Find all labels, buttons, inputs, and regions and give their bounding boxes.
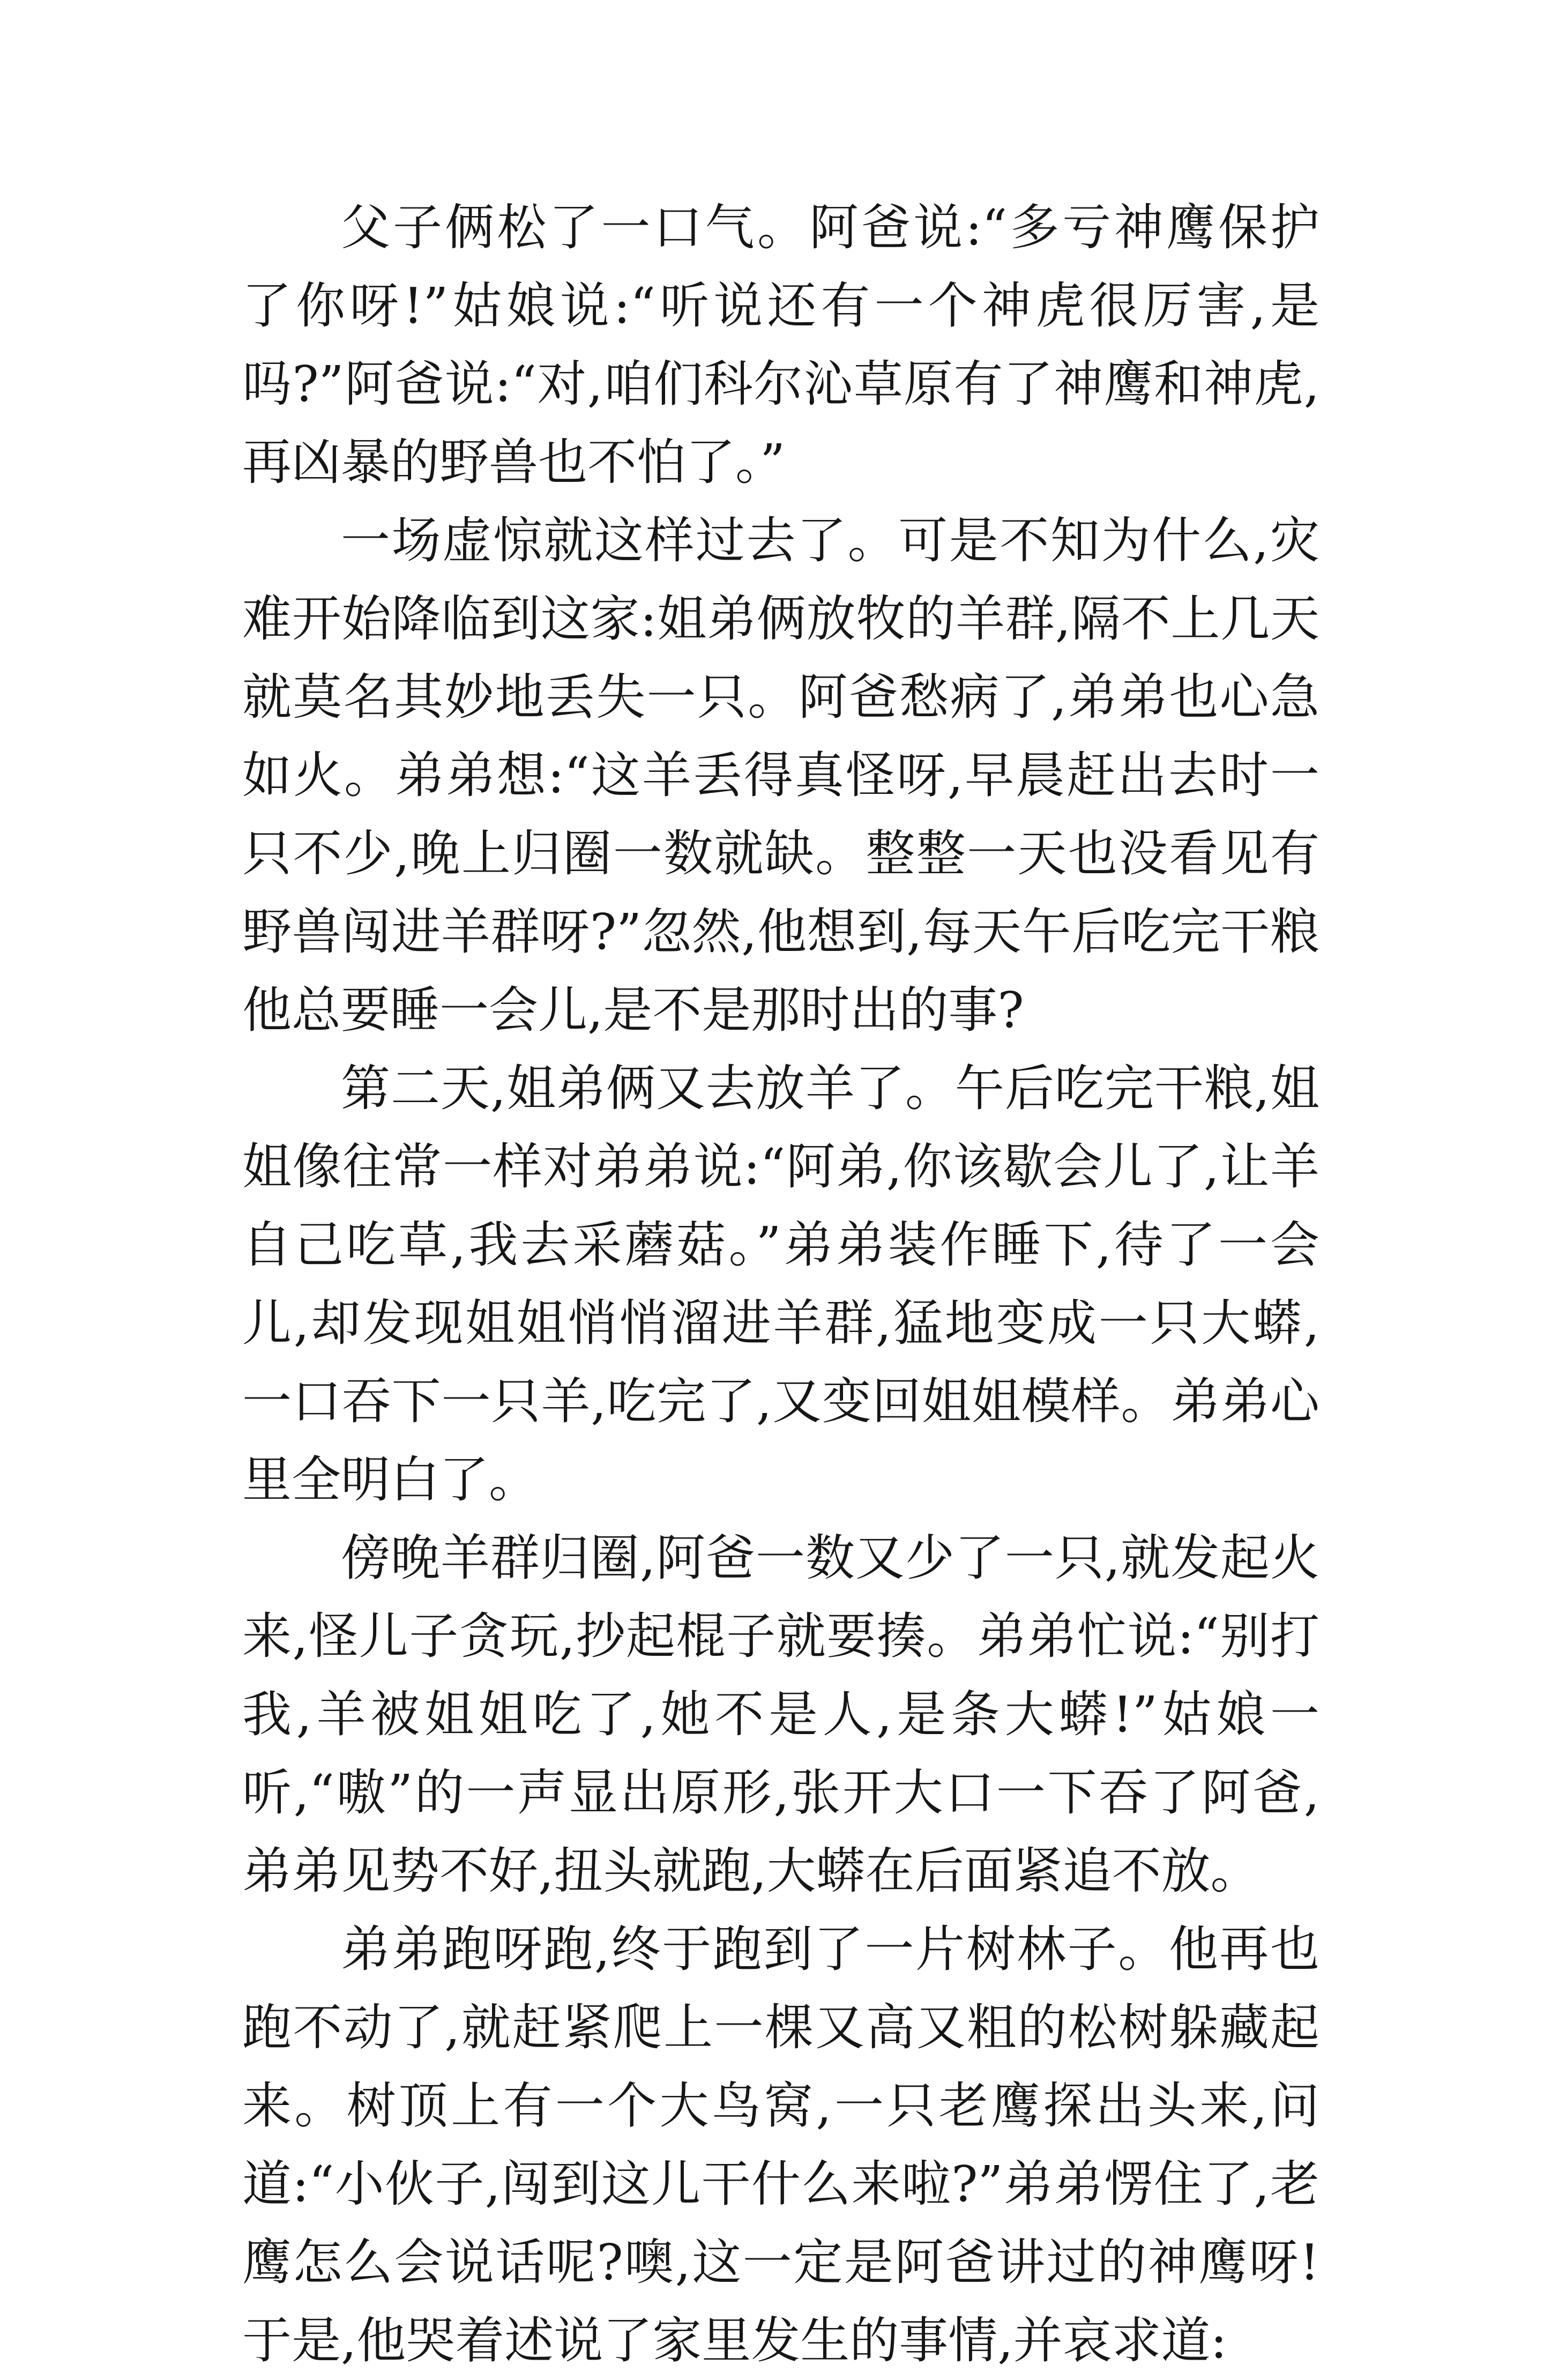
paragraph-4: 傍晚羊群归圈,阿爸一数又少了一只,就发起火来,怪儿子贪玩,抄起棍子就要揍。弟弟忙说:“别打我,羊被姐姐吃了,她不是人,是条大蟒!”姑娘一听,“嗷”的一声显出原形,张开大口一下吞了阿爸,弟弟见势不好,扭头就跑,大蟒在后面紧追不放。 (242, 1529, 1319, 1900)
paragraph-5: 弟弟跑呀跑,终于跑到了一片树林子。他再也跑不动了,就赶紧爬上一棵又高又粗的松树躲藏起来。树顶上有一个大鸟窝,一只老鹰探出头来,问道:“小伙子,闯到这儿干什么来啦?”弟弟愣住了,老鹰怎么会说话呢?噢,这一定是阿爸讲过的神鹰呀!于是,他哭着述说了家里发生的事情,并哀求道: (242, 1921, 1319, 2369)
story-text (242, 189, 1319, 2380)
paragraph-1: 父子俩松了一口气。阿爸说:“多亏神鹰保护了你呀!”姑娘说:“听说还有一个神虎很厉害,是吗?”阿爸说:“对,咱们科尔沁草原有了神鹰和神虎,再凶暴的野兽也不怕了。” (242, 199, 1319, 491)
paragraph-3: 第二天,姐弟俩又去放羊了。午后吃完干粮,姐姐像往常一样对弟弟说:“阿弟,你该歇会儿了,让羊自己吃草,我去采蘑菇。”弟弟装作睡下,待了一会儿,却发现姐姐悄悄溜进羊群,猛地变成一只大蟒,一口吞下一只羊,吃完了,又变回姐姐模样。弟弟心里全明白了。 (242, 1060, 1319, 1508)
paragraph-2: 一场虚惊就这样过去了。可是不知为什么,灾难开始降临到这家:姐弟俩放牧的羊群,隔不上几天就莫名其妙地丢失一只。阿爸愁病了,弟弟也心急如火。弟弟想:“这羊丢得真怪呀,早晨赶出去时一只不少,晚上归圈一数就缺。整整一天也没看见有野兽闯进羊群呀?”忽然,他想到,每天午后吃完干粮他总要睡一会儿,是不是那时出的事? (242, 512, 1319, 1039)
